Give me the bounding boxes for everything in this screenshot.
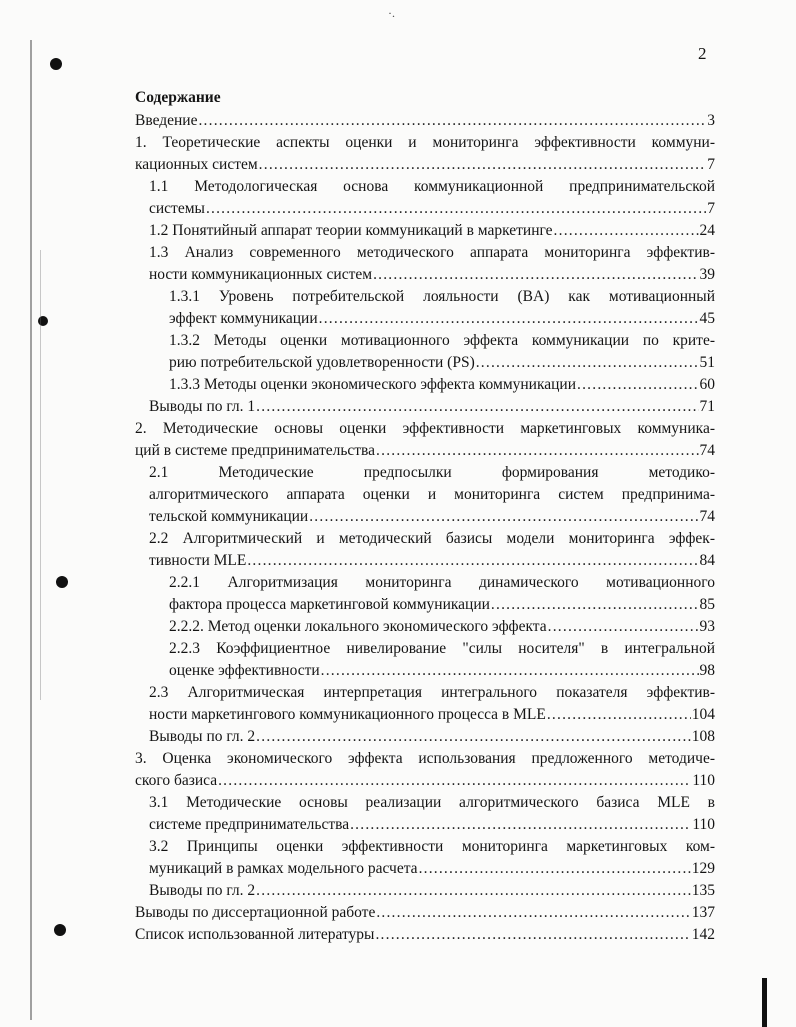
toc-entry-last-line <box>169 308 715 330</box>
toc-entry-text: 2.2.1 Алгоритмизация мониторинга динамического мотивационного <box>169 574 715 591</box>
toc-entry-text: эффект коммуникации <box>169 310 318 327</box>
toc-entry-text: Выводы по диссертационной работе <box>135 904 376 921</box>
toc-entry <box>149 176 715 220</box>
toc-entry-text: Введение <box>135 112 198 129</box>
dot-leader <box>198 110 706 132</box>
dot-leader <box>247 550 698 572</box>
dot-leader <box>350 814 691 836</box>
toc-page-number: 85 <box>699 596 715 613</box>
toc-entry-text: оценке эффективности <box>169 662 320 679</box>
page-number: 2 <box>698 44 707 63</box>
toc-entry-last-line <box>135 110 715 132</box>
toc-entry <box>169 286 715 330</box>
toc-entry <box>149 726 715 748</box>
dot-leader <box>375 924 690 946</box>
toc-entry <box>149 836 715 880</box>
toc-entry-last-line <box>169 594 715 616</box>
toc-entry-text: 2.2.2. Метод оценки локального экономического эффекта <box>169 618 547 635</box>
toc-entry <box>149 220 715 242</box>
dot-leader <box>476 352 699 374</box>
toc-entry <box>149 880 715 902</box>
toc-entry-last-line <box>169 352 715 374</box>
scan-speck: ·. <box>388 6 395 20</box>
dot-leader <box>256 396 698 418</box>
dot-leader <box>321 660 699 682</box>
toc-entry <box>135 924 715 946</box>
toc-entry <box>135 418 715 462</box>
toc-entry-text: системы <box>149 200 205 217</box>
dot-leader <box>554 220 699 242</box>
page-edge-shadow <box>762 978 767 1027</box>
punch-hole-mark <box>50 58 62 70</box>
toc-entry <box>169 616 715 638</box>
toc-entry <box>135 748 715 792</box>
toc-entry-text: 1.3.3 Методы оценки экономического эффекта коммуникации <box>169 376 577 393</box>
toc-entry <box>135 132 715 176</box>
toc-entry <box>149 682 715 726</box>
toc-entry-last-line <box>149 198 715 220</box>
toc-page-number: 137 <box>691 904 715 921</box>
dot-leader <box>376 440 698 462</box>
toc-page-number: 39 <box>699 266 715 283</box>
toc-entry-last-line <box>169 374 715 396</box>
toc-entry-text: 2.1 Методические предпосылки формирования методико- <box>149 464 715 481</box>
toc-entry-text: ности маркетингового коммуникационного процесса в MLE <box>149 706 546 723</box>
toc-page-number: 7 <box>707 200 715 217</box>
toc-page-number: 60 <box>699 376 715 393</box>
toc-entry-text: системе предпринимательства <box>149 816 350 833</box>
punch-hole-mark <box>56 576 68 588</box>
toc-entry-text: 1.3.1 Уровень потребительской лояльности (BA) как мотивационный <box>169 288 715 305</box>
toc-page-number: 3 <box>707 112 715 129</box>
dot-leader <box>309 506 698 528</box>
toc-entry-text: рию потребительской удовлетворенности (PS) <box>169 354 475 371</box>
toc-title: Содержание <box>135 89 221 106</box>
toc-entry-last-line <box>149 880 715 902</box>
dot-leader <box>206 198 706 220</box>
punch-hole-mark <box>54 924 66 936</box>
toc-entry-last-line <box>149 814 715 836</box>
toc-entry-text: алгоритмического аппарата оценки и мониторинга систем предпринима- <box>149 486 715 503</box>
toc-page-number: 135 <box>691 882 715 899</box>
toc-entry-last-line <box>135 924 715 946</box>
toc-entry-last-line <box>135 440 715 462</box>
toc-entry-text: тивности MLE <box>149 552 247 569</box>
toc-entry <box>169 374 715 396</box>
toc-page-number: 7 <box>707 156 715 173</box>
toc-entry-text: фактора процесса маркетинговой коммуникации <box>169 596 490 613</box>
toc-entry-text: Список использованной литературы <box>135 926 375 943</box>
toc-page-number: 84 <box>699 552 715 569</box>
binding-edge-line <box>30 40 32 1020</box>
table-of-contents <box>135 110 715 946</box>
toc-entry-text: 2.2.3 Коэффициентное нивелирование "силы носителя" в интегральной <box>169 640 715 657</box>
binding-edge-line <box>40 250 41 700</box>
toc-page-number: 93 <box>699 618 715 635</box>
toc-page-number: 98 <box>699 662 715 679</box>
toc-page-number: 110 <box>692 772 715 789</box>
dot-leader <box>548 616 699 638</box>
toc-page-number: 142 <box>691 926 715 943</box>
toc-entry-text: 1.3.2 Методы оценки мотивационного эффекта коммуникации по крите- <box>169 332 715 349</box>
toc-page-number: 51 <box>699 354 715 371</box>
toc-entry <box>135 902 715 924</box>
dot-leader <box>319 308 699 330</box>
toc-entry <box>169 330 715 374</box>
toc-entry-text: 2.3 Алгоритмическая интерпретация интегрального показателя эффектив- <box>149 684 715 701</box>
toc-entry-last-line <box>135 154 715 176</box>
toc-entry-text: муникаций в рамках модельного расчета <box>149 860 418 877</box>
toc-entry <box>169 638 715 682</box>
toc-page-number: 110 <box>692 816 715 833</box>
toc-entry-last-line <box>149 396 715 418</box>
toc-page-number: 74 <box>699 508 715 525</box>
toc-entry <box>149 396 715 418</box>
toc-entry-text: тельской коммуникации <box>149 508 309 525</box>
toc-entry-text: Выводы по гл. 1 <box>149 398 256 415</box>
toc-page-number: 71 <box>699 398 715 415</box>
toc-entry <box>169 572 715 616</box>
toc-entry-text: ского базиса <box>135 772 218 789</box>
toc-page-number: 129 <box>691 860 715 877</box>
toc-entry-text: кационных систем <box>135 156 258 173</box>
toc-page-number: 108 <box>691 728 715 745</box>
toc-entry-text: Выводы по гл. 2 <box>149 882 256 899</box>
toc-entry-last-line <box>149 506 715 528</box>
toc-entry-text: 3.1 Методические основы реализации алгоритмического базиса MLE в <box>149 794 715 811</box>
toc-entry-last-line <box>135 902 715 924</box>
dot-leader <box>376 902 690 924</box>
toc-entry-text: ности коммуникационных систем <box>149 266 373 283</box>
toc-entry-text: 1. Теоретические аспекты оценки и мониторинга эффективности коммуни- <box>135 134 715 151</box>
dot-leader <box>218 770 691 792</box>
toc-entry-text: 1.3 Анализ современного методического аппарата мониторинга эффектив- <box>149 244 715 261</box>
toc-page-number: 24 <box>699 222 715 239</box>
dot-leader <box>491 594 699 616</box>
toc-entry <box>149 242 715 286</box>
toc-entry-text: 1.1 Методологическая основа коммуникационной предпринимательской <box>149 178 715 195</box>
dot-leader <box>256 880 691 902</box>
toc-entry-last-line <box>135 770 715 792</box>
toc-entry-last-line <box>149 858 715 880</box>
toc-entry <box>149 462 715 528</box>
toc-entry-text: Выводы по гл. 2 <box>149 728 256 745</box>
dot-leader <box>577 374 698 396</box>
dot-leader <box>547 704 691 726</box>
toc-entry <box>135 110 715 132</box>
toc-entry-last-line <box>149 264 715 286</box>
toc-entry-last-line <box>149 704 715 726</box>
toc-entry-last-line <box>169 616 715 638</box>
toc-entry-text: 3. Оценка экономического эффекта использования предложенного методиче- <box>135 750 715 767</box>
toc-entry-last-line <box>169 660 715 682</box>
toc-entry-text: ций в системе предпринимательства <box>135 442 376 459</box>
toc-entry-last-line <box>149 220 715 242</box>
dot-leader <box>256 726 691 748</box>
toc-page-number: 74 <box>699 442 715 459</box>
dot-leader <box>419 858 691 880</box>
toc-entry-text: 2. Методические основы оценки эффективности маркетинговых коммуника- <box>135 420 715 437</box>
toc-entry <box>149 792 715 836</box>
toc-entry-text: 2.2 Алгоритмический и методический базисы модели мониторинга эффек- <box>149 530 715 547</box>
toc-entry-last-line <box>149 726 715 748</box>
toc-entry-text: 1.2 Понятийный аппарат теории коммуникаций в маркетинге <box>149 222 553 239</box>
dot-leader <box>259 154 707 176</box>
toc-entry-last-line <box>149 550 715 572</box>
toc-entry <box>149 528 715 572</box>
toc-page-number: 45 <box>699 310 715 327</box>
toc-entry-text: 3.2 Принципы оценки эффективности мониторинга маркетинговых ком- <box>149 838 715 855</box>
toc-page-number: 104 <box>691 706 715 723</box>
dot-leader <box>373 264 698 286</box>
